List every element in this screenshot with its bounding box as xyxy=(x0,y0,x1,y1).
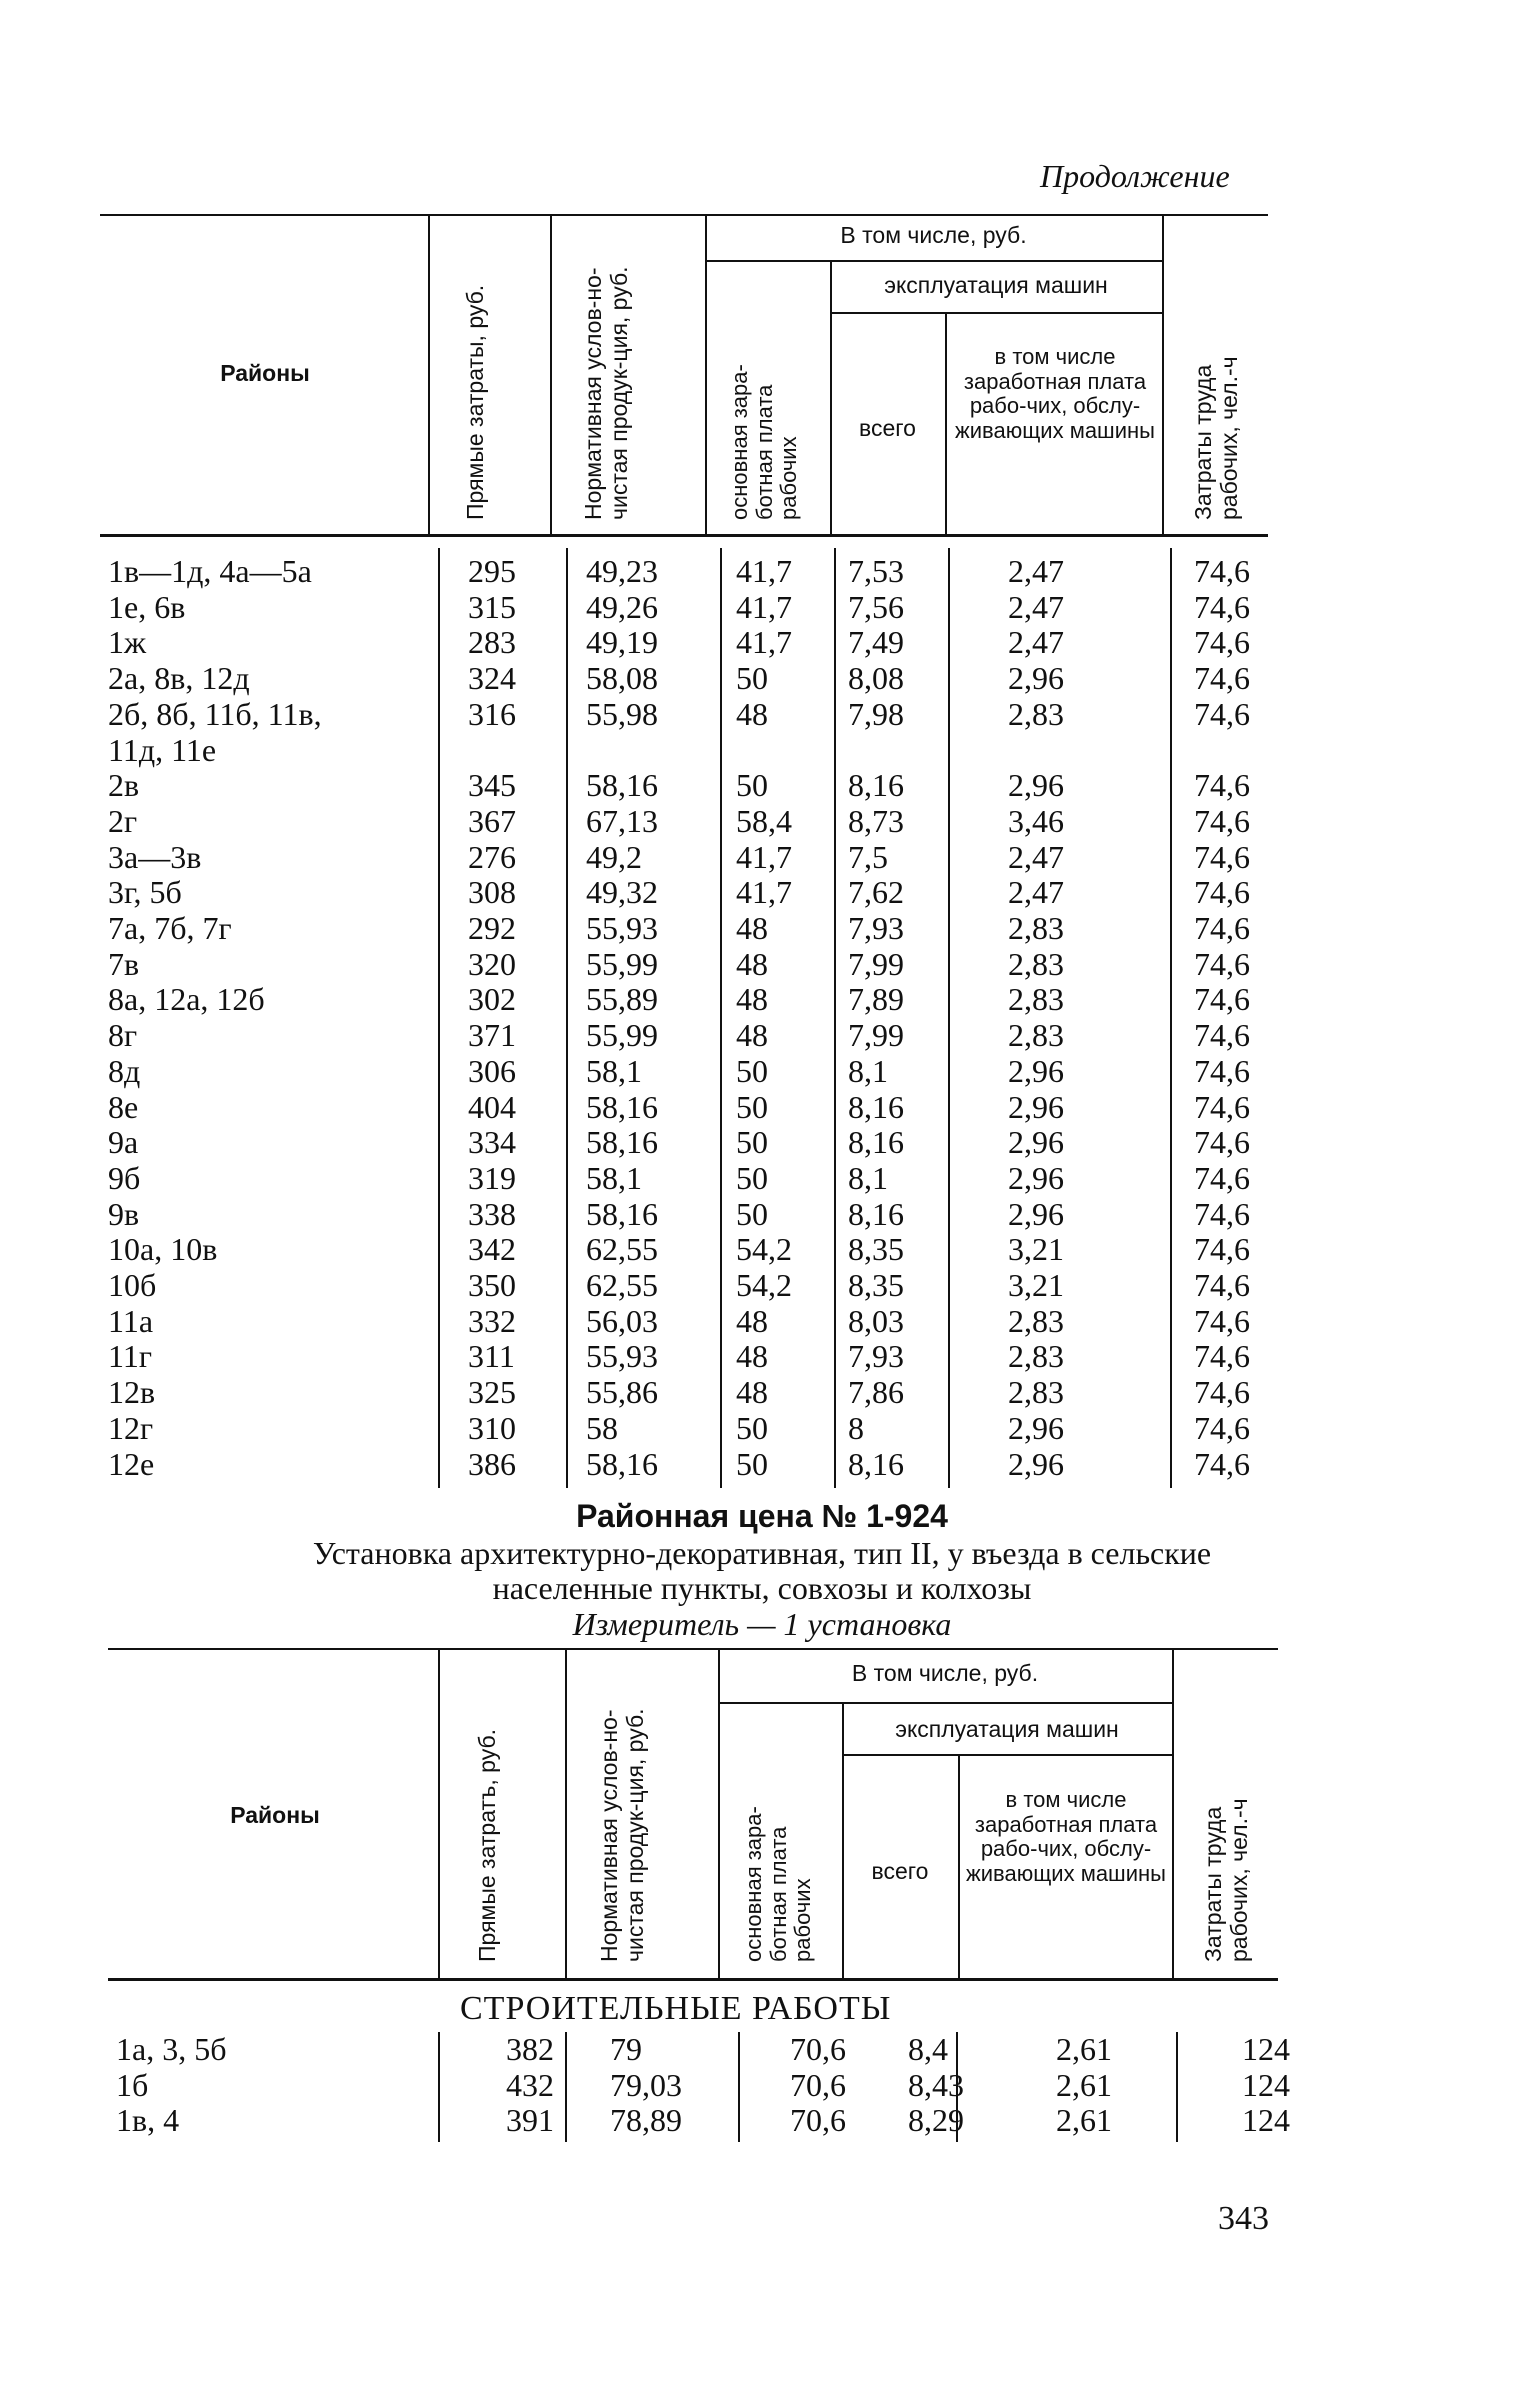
value-cell: 48 xyxy=(736,981,768,1018)
table-row xyxy=(108,840,1280,876)
value-cell: 41,7 xyxy=(736,838,792,875)
value-cell: 276 xyxy=(468,838,516,875)
table-row xyxy=(108,1232,1280,1268)
value-cell: 8,08 xyxy=(848,660,904,697)
value-cell xyxy=(438,733,566,769)
header-districts: Районы xyxy=(220,360,310,386)
value-cell: 74,6 xyxy=(1194,1409,1250,1446)
table2-rows xyxy=(116,2032,1328,2139)
value-cell: 7,98 xyxy=(848,695,904,732)
value-cell: 62,55 xyxy=(586,1231,658,1268)
table-row xyxy=(108,1268,1280,1304)
value-cell: 295 xyxy=(468,553,516,589)
district-cell: 8а, 12а, 12б xyxy=(108,981,265,1018)
value-cell: 306 xyxy=(468,1052,516,1089)
table-row xyxy=(116,2032,1328,2068)
table1-sub-rule xyxy=(830,312,1162,314)
header-base-wage: основная зара-ботная плата рабочих xyxy=(727,364,802,520)
district-cell: 9а xyxy=(108,1124,139,1161)
value-cell: 367 xyxy=(468,802,516,839)
district-cell: 12г xyxy=(108,1409,154,1446)
value-cell: 2,61 xyxy=(1056,2031,1112,2067)
page-number: 343 xyxy=(1218,2200,1269,2237)
header-machine-wage: в том числе заработная плата рабо-чих, обслу-живающих машины xyxy=(955,344,1155,443)
value-cell: 79,03 xyxy=(610,2066,682,2103)
value-cell: 74,6 xyxy=(1194,1302,1250,1339)
value-cell: 283 xyxy=(468,624,516,661)
value-cell: 62,55 xyxy=(586,1267,658,1304)
price-description-line1: Установка архитектурно-декоративная, тип II, у въезда в сельские xyxy=(312,1535,1212,1571)
value-cell: 2,96 xyxy=(1008,1052,1064,1089)
section-heading: СТРОИТЕЛЬНЫЕ РАБОТЫ xyxy=(460,1990,892,2027)
value-cell: 316 xyxy=(468,695,516,732)
value-cell: 74,6 xyxy=(1194,981,1250,1018)
value-cell: 3,46 xyxy=(1008,802,1064,839)
value-cell: 2,96 xyxy=(1008,1445,1064,1482)
header-districts: Районы xyxy=(230,1802,320,1828)
value-cell: 8,43 xyxy=(908,2066,964,2103)
district-cell: 2в xyxy=(108,767,140,804)
value-cell: 58 xyxy=(586,1409,618,1446)
table-row xyxy=(108,1447,1280,1483)
value-cell: 350 xyxy=(468,1267,516,1304)
header-total: всего xyxy=(871,1858,929,1884)
value-cell: 70,6 xyxy=(790,2066,846,2103)
table-row xyxy=(108,1018,1280,1054)
value-cell: 319 xyxy=(468,1159,516,1196)
value-cell: 55,93 xyxy=(586,910,658,947)
table2-sub-rule xyxy=(718,1702,1172,1704)
value-cell: 55,99 xyxy=(586,1017,658,1054)
header-normative: Нормативная услов-но-чистая продук-ция, руб. xyxy=(596,1708,649,1962)
value-cell: 41,7 xyxy=(736,624,792,661)
value-cell: 2,83 xyxy=(1008,1302,1064,1339)
value-cell: 58,08 xyxy=(586,660,658,697)
value-cell xyxy=(948,733,1170,769)
table1-col-divider xyxy=(1162,214,1164,536)
value-cell: 54,2 xyxy=(736,1267,792,1304)
value-cell: 124 xyxy=(1242,2102,1290,2139)
value-cell xyxy=(1170,733,1280,769)
district-cell: 3г, 5б xyxy=(108,874,182,911)
value-cell: 58,4 xyxy=(736,802,792,839)
district-cell: 9в xyxy=(108,1195,140,1232)
value-cell: 8,16 xyxy=(848,1195,904,1232)
header-incl: В том числе, руб. xyxy=(851,1660,1039,1686)
continuation-label: Продолжение xyxy=(1040,158,1230,194)
value-cell: 2,47 xyxy=(1008,588,1064,625)
table2-col-divider xyxy=(842,1702,844,1980)
value-cell: 74,6 xyxy=(1194,1195,1250,1232)
district-cell: 10б xyxy=(108,1267,157,1304)
value-cell: 48 xyxy=(736,695,768,732)
value-cell: 2,61 xyxy=(1056,2102,1112,2139)
district-cell: 10а, 10в xyxy=(108,1231,218,1268)
value-cell: 432 xyxy=(506,2066,554,2103)
table2-top-rule xyxy=(108,1648,1278,1650)
value-cell: 332 xyxy=(468,1302,516,1339)
value-cell: 78,89 xyxy=(610,2102,682,2139)
table1-top-rule xyxy=(100,214,1268,216)
value-cell: 49,32 xyxy=(586,874,658,911)
value-cell: 2,83 xyxy=(1008,910,1064,947)
district-cell: 1е, 6в xyxy=(108,588,186,625)
value-cell: 48 xyxy=(736,1374,768,1411)
table-row xyxy=(108,947,1280,983)
value-cell: 74,6 xyxy=(1194,838,1250,875)
value-cell: 404 xyxy=(468,1088,516,1125)
table2-col-divider xyxy=(1172,1648,1174,1980)
value-cell: 2,47 xyxy=(1008,553,1064,589)
value-cell: 7,53 xyxy=(848,553,904,589)
value-cell: 58,16 xyxy=(586,1088,658,1125)
value-cell: 7,93 xyxy=(848,1338,904,1375)
value-cell xyxy=(566,733,720,769)
header-machines: эксплуатация машин xyxy=(884,272,1108,298)
value-cell: 2,83 xyxy=(1008,1017,1064,1054)
price-description-line2: населенные пункты, совхозы и колхозы xyxy=(492,1570,1032,1606)
value-cell: 2,96 xyxy=(1008,1159,1064,1196)
value-cell: 74,6 xyxy=(1194,1231,1250,1268)
value-cell: 2,96 xyxy=(1008,767,1064,804)
value-cell: 8,16 xyxy=(848,1124,904,1161)
value-cell: 50 xyxy=(736,1052,768,1089)
value-cell: 74,6 xyxy=(1194,1124,1250,1161)
table-row xyxy=(108,1161,1280,1197)
value-cell: 342 xyxy=(468,1231,516,1268)
value-cell: 58,16 xyxy=(586,1445,658,1482)
header-incl: В том числе, руб. xyxy=(840,222,1027,248)
table1-col-divider xyxy=(550,214,552,536)
value-cell: 41,7 xyxy=(736,553,792,589)
district-cell: 2б, 8б, 11б, 11в, xyxy=(108,695,322,732)
value-cell: 70,6 xyxy=(790,2102,846,2139)
value-cell: 8,35 xyxy=(848,1231,904,1268)
value-cell: 371 xyxy=(468,1017,516,1054)
value-cell: 74,6 xyxy=(1194,1338,1250,1375)
value-cell: 74,6 xyxy=(1194,1267,1250,1304)
district-cell: 11г xyxy=(108,1338,152,1375)
value-cell: 310 xyxy=(468,1409,516,1446)
value-cell: 2,96 xyxy=(1008,1088,1064,1125)
value-cell: 58,16 xyxy=(586,1124,658,1161)
district-cell: 12в xyxy=(108,1374,156,1411)
value-cell: 55,99 xyxy=(586,945,658,982)
value-cell: 124 xyxy=(1242,2031,1290,2067)
district-cell: 8е xyxy=(108,1088,139,1125)
value-cell: 8 xyxy=(848,1409,864,1446)
value-cell: 74,6 xyxy=(1194,767,1250,804)
value-cell: 7,99 xyxy=(848,945,904,982)
header-total: всего xyxy=(859,415,916,441)
table-row xyxy=(108,875,1280,911)
value-cell: 56,03 xyxy=(586,1302,658,1339)
price-title: Районная цена № 1-924 xyxy=(576,1498,948,1534)
district-cell: 8д xyxy=(108,1052,141,1089)
value-cell: 382 xyxy=(506,2031,554,2067)
district-cell: 1в, 4 xyxy=(116,2102,180,2139)
table1-rows xyxy=(108,554,1280,1482)
value-cell: 74,6 xyxy=(1194,874,1250,911)
value-cell: 41,7 xyxy=(736,588,792,625)
district-cell: 1ж xyxy=(108,624,147,661)
value-cell: 49,26 xyxy=(586,588,658,625)
value-cell: 55,86 xyxy=(586,1374,658,1411)
table-row xyxy=(108,1304,1280,1340)
value-cell: 308 xyxy=(468,874,516,911)
header-direct-costs: Прямые затратъ, руб. xyxy=(474,1728,500,1962)
table-row xyxy=(108,733,1280,769)
header-normative: Нормативная услов-но-чистая продук-ция, руб. xyxy=(580,266,633,520)
district-cell: 1б xyxy=(116,2066,149,2103)
price-measure: Измеритель — 1 установка xyxy=(572,1606,952,1642)
table1-col-divider xyxy=(428,214,430,536)
value-cell: 50 xyxy=(736,1124,768,1161)
value-cell: 2,83 xyxy=(1008,695,1064,732)
value-cell: 48 xyxy=(736,945,768,982)
table-row xyxy=(108,1197,1280,1233)
table-row xyxy=(108,554,1280,590)
table1-header-bottom-rule xyxy=(100,534,1268,537)
value-cell: 311 xyxy=(468,1338,515,1375)
value-cell xyxy=(834,733,948,769)
value-cell: 50 xyxy=(736,1445,768,1482)
value-cell: 58,1 xyxy=(586,1159,642,1196)
table-row xyxy=(108,982,1280,1018)
header-machines: эксплуатация машин xyxy=(895,1716,1119,1742)
table-row xyxy=(108,590,1280,626)
district-cell: 7а, 7б, 7г xyxy=(108,910,232,947)
table2-col-divider xyxy=(438,1648,440,1980)
table-row xyxy=(108,1339,1280,1375)
district-cell: 2г xyxy=(108,802,138,839)
table-row xyxy=(108,804,1280,840)
value-cell: 2,83 xyxy=(1008,1338,1064,1375)
value-cell: 74,6 xyxy=(1194,945,1250,982)
district-cell: 8г xyxy=(108,1017,138,1054)
value-cell: 2,61 xyxy=(1056,2066,1112,2103)
value-cell: 325 xyxy=(468,1374,516,1411)
value-cell: 58,16 xyxy=(586,767,658,804)
table2-col-divider xyxy=(958,1754,960,1980)
value-cell: 8,73 xyxy=(848,802,904,839)
table1-col-divider xyxy=(705,214,707,536)
value-cell: 74,6 xyxy=(1194,910,1250,947)
value-cell: 8,1 xyxy=(848,1052,888,1089)
value-cell: 7,49 xyxy=(848,624,904,661)
table-row xyxy=(108,911,1280,947)
district-cell: 1а, 3, 5б xyxy=(116,2031,227,2067)
value-cell: 79 xyxy=(610,2031,642,2067)
value-cell: 2,83 xyxy=(1008,1374,1064,1411)
value-cell: 74,6 xyxy=(1194,802,1250,839)
value-cell: 8,16 xyxy=(848,1445,904,1482)
value-cell: 315 xyxy=(468,588,516,625)
value-cell xyxy=(720,733,834,769)
value-cell: 58,16 xyxy=(586,1195,658,1232)
value-cell: 49,2 xyxy=(586,838,642,875)
value-cell: 74,6 xyxy=(1194,588,1250,625)
table2-sub-rule xyxy=(842,1754,1172,1756)
table-row xyxy=(108,1411,1280,1447)
value-cell: 8,35 xyxy=(848,1267,904,1304)
value-cell: 49,19 xyxy=(586,624,658,661)
value-cell: 334 xyxy=(468,1124,516,1161)
table1-sub-rule xyxy=(705,260,1162,262)
value-cell: 2,83 xyxy=(1008,981,1064,1018)
district-cell: 7в xyxy=(108,945,140,982)
district-cell: 12е xyxy=(108,1445,155,1482)
value-cell: 2,47 xyxy=(1008,838,1064,875)
value-cell: 7,86 xyxy=(848,1374,904,1411)
value-cell: 67,13 xyxy=(586,802,658,839)
value-cell: 7,56 xyxy=(848,588,904,625)
value-cell: 345 xyxy=(468,767,516,804)
header-labor: Затраты труда рабочих, чел.-ч xyxy=(1190,356,1243,520)
table2-col-divider xyxy=(718,1648,720,1980)
value-cell: 50 xyxy=(736,1088,768,1125)
value-cell: 3,21 xyxy=(1008,1231,1064,1268)
district-cell: 2а, 8в, 12д xyxy=(108,660,250,697)
value-cell: 391 xyxy=(506,2102,554,2139)
table-row xyxy=(108,1375,1280,1411)
district-cell: 9б xyxy=(108,1159,141,1196)
table-row xyxy=(108,661,1280,697)
value-cell: 7,62 xyxy=(848,874,904,911)
value-cell: 74,6 xyxy=(1194,1159,1250,1196)
value-cell: 320 xyxy=(468,945,516,982)
table-row xyxy=(108,1090,1280,1126)
value-cell: 55,89 xyxy=(586,981,658,1018)
table2-header-bottom-rule xyxy=(108,1978,1278,1981)
value-cell: 2,47 xyxy=(1008,874,1064,911)
table1-col-divider xyxy=(830,260,832,536)
value-cell: 8,16 xyxy=(848,767,904,804)
value-cell: 2,83 xyxy=(1008,945,1064,982)
value-cell: 2,96 xyxy=(1008,1409,1064,1446)
value-cell: 302 xyxy=(468,981,516,1018)
value-cell: 7,93 xyxy=(848,910,904,947)
value-cell: 58,1 xyxy=(586,1052,642,1089)
table-row xyxy=(108,768,1280,804)
value-cell: 8,16 xyxy=(848,1088,904,1125)
value-cell: 41,7 xyxy=(736,874,792,911)
value-cell: 2,96 xyxy=(1008,1124,1064,1161)
value-cell: 50 xyxy=(736,767,768,804)
value-cell: 74,6 xyxy=(1194,1017,1250,1054)
table-row xyxy=(116,2068,1328,2104)
header-direct-costs: Прямые затраты, руб. xyxy=(462,284,488,520)
header-labor: Затраты труда рабочих, чел.-ч xyxy=(1200,1798,1253,1962)
value-cell: 292 xyxy=(468,910,516,947)
value-cell: 48 xyxy=(736,910,768,947)
table-row xyxy=(108,625,1280,661)
value-cell: 50 xyxy=(736,1409,768,1446)
value-cell: 8,29 xyxy=(908,2102,964,2139)
district-cell: 1в—1д, 4а—5а xyxy=(108,553,312,589)
value-cell: 2,47 xyxy=(1008,624,1064,661)
table-row xyxy=(108,1125,1280,1161)
table-row xyxy=(108,1054,1280,1090)
value-cell: 74,6 xyxy=(1194,1052,1250,1089)
value-cell: 2,96 xyxy=(1008,660,1064,697)
value-cell: 338 xyxy=(468,1195,516,1232)
value-cell: 74,6 xyxy=(1194,1445,1250,1482)
value-cell: 50 xyxy=(736,1159,768,1196)
value-cell: 74,6 xyxy=(1194,1088,1250,1125)
value-cell: 386 xyxy=(468,1445,516,1482)
value-cell: 74,6 xyxy=(1194,624,1250,661)
value-cell: 55,98 xyxy=(586,695,658,732)
value-cell: 8,03 xyxy=(848,1302,904,1339)
value-cell: 74,6 xyxy=(1194,1374,1250,1411)
value-cell: 48 xyxy=(736,1017,768,1054)
value-cell: 50 xyxy=(736,660,768,697)
value-cell: 74,6 xyxy=(1194,660,1250,697)
value-cell: 70,6 xyxy=(790,2031,846,2067)
table-row xyxy=(108,697,1280,733)
value-cell: 8,4 xyxy=(908,2031,948,2067)
district-cell: 11а xyxy=(108,1302,154,1339)
value-cell: 7,5 xyxy=(848,838,888,875)
value-cell: 48 xyxy=(736,1302,768,1339)
value-cell: 124 xyxy=(1242,2066,1290,2103)
value-cell: 49,23 xyxy=(586,553,658,589)
value-cell: 7,99 xyxy=(848,1017,904,1054)
value-cell: 74,6 xyxy=(1194,695,1250,732)
value-cell: 3,21 xyxy=(1008,1267,1064,1304)
table2-col-divider xyxy=(565,1648,567,1980)
value-cell: 324 xyxy=(468,660,516,697)
header-base-wage: основная зара-ботная плата рабочих xyxy=(741,1806,816,1962)
value-cell: 48 xyxy=(736,1338,768,1375)
value-cell: 55,93 xyxy=(586,1338,658,1375)
value-cell: 2,96 xyxy=(1008,1195,1064,1232)
value-cell: 74,6 xyxy=(1194,553,1250,589)
district-cell: 3а—3в xyxy=(108,838,202,875)
value-cell: 50 xyxy=(736,1195,768,1232)
value-cell: 8,1 xyxy=(848,1159,888,1196)
header-machine-wage: в том числе заработная плата рабо-чих, обслу-живающих машины xyxy=(966,1787,1166,1886)
value-cell: 7,89 xyxy=(848,981,904,1018)
value-cell: 54,2 xyxy=(736,1231,792,1268)
table1-col-divider xyxy=(945,312,947,536)
district-cell: 11д, 11е xyxy=(108,731,217,768)
table-row xyxy=(116,2103,1328,2139)
